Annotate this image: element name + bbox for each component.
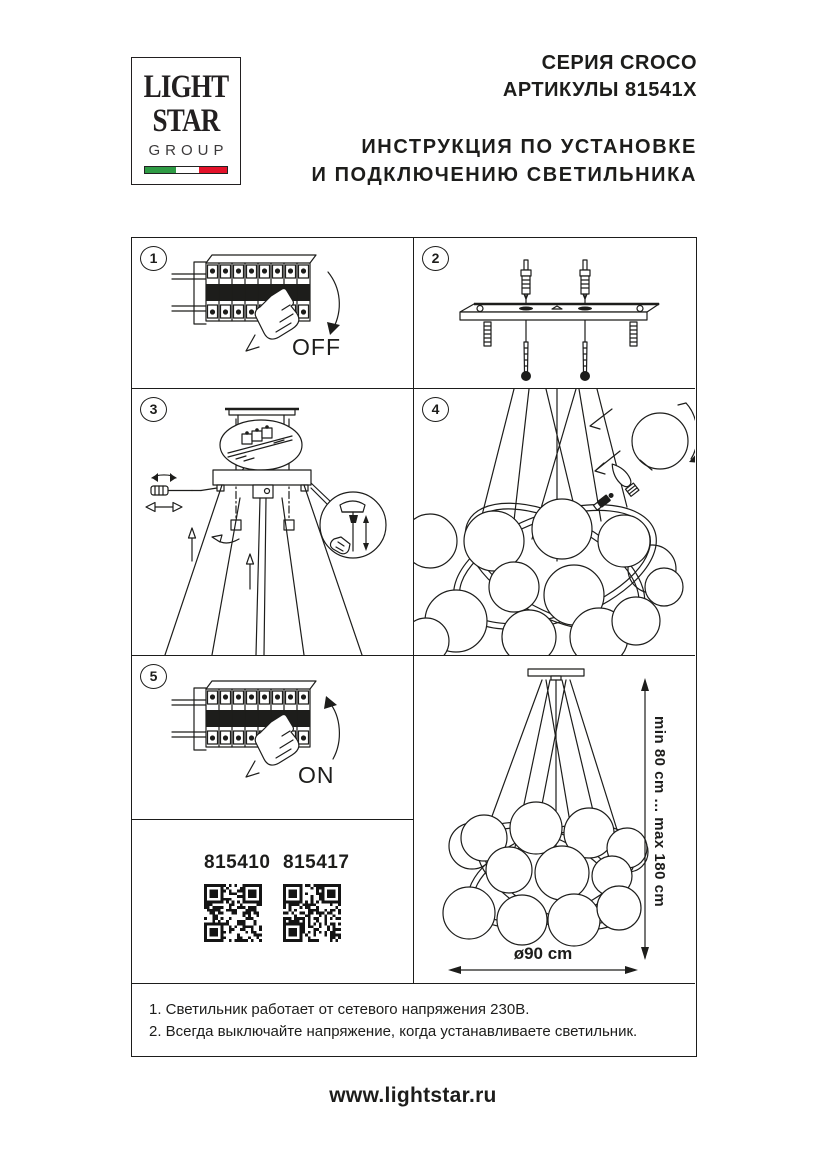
up-arrows (189, 528, 254, 589)
step-1-cell (132, 238, 414, 389)
up-rotation-arrow-icon (324, 696, 339, 759)
threaded-stud-icon (484, 322, 637, 346)
screwdriver-icon (146, 473, 217, 512)
qr-code (204, 884, 262, 942)
instruction-line-1: ИНСТРУКЦИЯ ПО УСТАНОВКЕ (361, 136, 697, 158)
series-title: СЕРИЯ CROCO (541, 52, 697, 74)
breaker-off-illustration (132, 238, 414, 388)
sphere-to-screw (632, 413, 688, 470)
wall-anchor-icon (521, 260, 531, 299)
notes-cell (132, 983, 695, 1055)
flag-green-segment (145, 167, 176, 173)
glass-spheres (443, 802, 647, 946)
instruction-title (311, 133, 697, 189)
canopy (213, 470, 311, 498)
screw-icon (580, 342, 590, 381)
ceiling-mount-illustration (132, 389, 414, 655)
logo-word-light: LIGHT (143, 69, 229, 105)
qr-code (283, 884, 341, 942)
flag-red-segment (199, 167, 227, 173)
step-5-cell (132, 656, 414, 820)
flag-white-segment (176, 167, 199, 173)
switch-label-on: ON (298, 762, 335, 788)
article-number: 815410 (204, 852, 271, 873)
step-3-number: 3 (140, 397, 167, 422)
article-number: 815417 (283, 852, 350, 873)
down-rotation-arrow-icon (327, 272, 340, 335)
switch-label-off: OFF (292, 334, 341, 360)
cable-stoppers (231, 520, 294, 530)
wall-anchor-icon (580, 260, 590, 299)
terminal-block-balloon (220, 420, 302, 477)
step-2-cell (414, 238, 695, 389)
diameter-dimension-line (448, 966, 638, 974)
glass-spheres (414, 499, 660, 655)
screw-icon (521, 342, 531, 381)
mounting-bar (460, 304, 659, 320)
italian-flag-stripe (144, 166, 228, 174)
instruction-grid (131, 237, 697, 1057)
qr-codes-cell (132, 820, 414, 983)
website-url: www.lightstar.ru (329, 1084, 497, 1107)
logo-word-group: GROUP (148, 142, 229, 159)
height-dimension-line (641, 678, 649, 960)
step-4-cell (414, 389, 695, 656)
chandelier-assembly-illustration (414, 389, 695, 655)
note-1: 1. Светильник работает от сетевого напряжения 230В. (149, 1001, 530, 1018)
articles-title: АРТИКУЛЫ 81541X (502, 79, 697, 101)
step-2-number: 2 (422, 246, 449, 271)
dimension-diagram-cell (414, 656, 695, 983)
step-1-number: 1 (140, 246, 167, 271)
step-3-cell (132, 389, 414, 656)
lightstar-logo (131, 57, 241, 185)
instruction-line-2: И ПОДКЛЮЧЕНИЮ СВЕТИЛЬНИКА (311, 164, 697, 186)
mounting-bar-illustration (414, 238, 695, 388)
breaker-on-illustration (132, 664, 414, 824)
logo-word-star: STAR (152, 103, 220, 139)
height-range-label: min 80 cm ... max 180 cm (651, 716, 668, 908)
diameter-label: ø90 cm (513, 944, 573, 963)
note-2: 2. Всегда выключайте напряжение, когда устанавливаете светильник. (149, 1023, 638, 1040)
ceiling-plate (528, 669, 584, 680)
step-4-number: 4 (422, 397, 449, 422)
step-5-number: 5 (140, 664, 167, 689)
title-block (503, 50, 697, 104)
cable-adjuster-detail (311, 483, 386, 558)
